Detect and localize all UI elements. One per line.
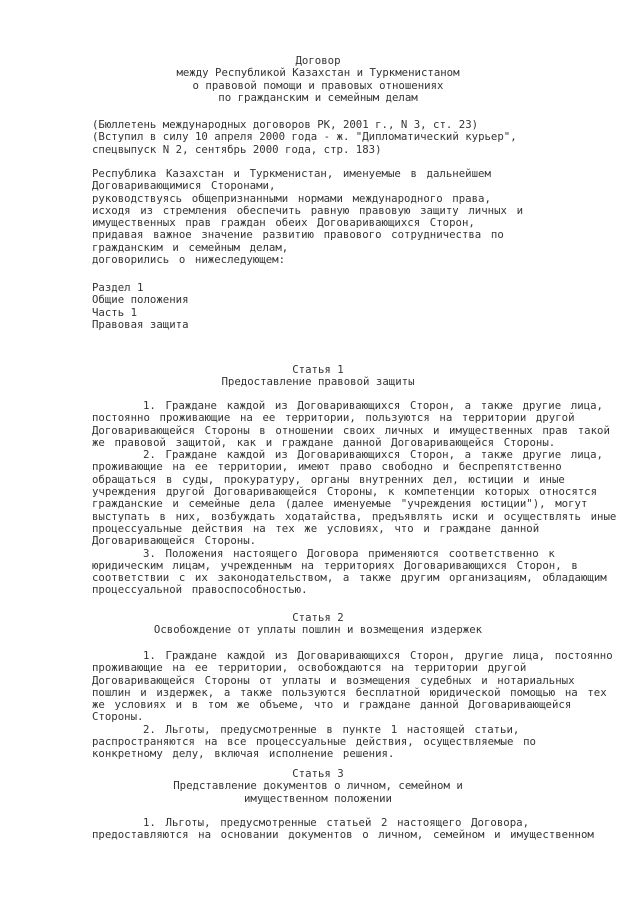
text-line: Договор (295, 54, 341, 67)
text-line: Стороны. (92, 710, 144, 724)
article-2-heading (92, 612, 544, 637)
text-line: 1. Граждане каждой из Договаривающихся Сторон, а также другие лица, (143, 399, 603, 412)
text-line: Республика Казахстан и Туркменистан, именуемые в дальнейшем (92, 167, 491, 180)
text-line: обращаться в суды, прокуратуру, органы внутренних дел, юстиции и иные (92, 472, 565, 486)
text-line: 1. Льготы, предусмотренные статьей 2 настоящего Договора, (143, 816, 530, 829)
text-line: предоставляются на основании документов о личном, семейном и имущественном (92, 828, 594, 842)
text-line: пошлин и издержек, а также пользуются бесплатной юридической помощью на тех (92, 685, 607, 699)
article-2-body (92, 650, 613, 761)
text-line: имущественных прав граждан обеих Договаривающихся Сторон, (92, 216, 475, 230)
text-line: Предоставление правовой защиты (221, 375, 415, 389)
text-line: проживающие на ее территории, имеют право свободно и беспрепятственно (92, 460, 562, 474)
text-line: Статья 2 (292, 611, 344, 624)
text-line: конкретному делу, включая исполнение решения. (92, 747, 395, 761)
article-3-body (92, 817, 594, 842)
text-line: (Бюллетень международных договоров РК, 2001 г., N 3, ст. 23) (92, 118, 479, 131)
text-line: же условиях и в том же объеме, что и граждане данной Договаривающейся (92, 698, 572, 712)
text-line: юридическим лицам, учрежденным на территориях Договаривающихся Сторон, в (92, 558, 578, 572)
text-line: придавая важное значение развитию правового сотрудничества по (92, 228, 504, 242)
text-line: Договаривающейся Стороны в отношении своих личных и имущественных прав такой (92, 423, 610, 437)
text-line: соответствии с их законодательством, а также другим организациям, обладающим (92, 571, 607, 585)
text-line: процессуальные действия на тех же условиях, что и граждане данной (92, 521, 540, 535)
publication-info (92, 119, 517, 156)
text-line: 2. Граждане каждой из Договаривающихся Сторон, а также другие лица, (143, 448, 603, 462)
text-line: же правовой защитой, как и граждане данной Договаривающейся Стороны. (92, 435, 556, 449)
text-line: Статья 1 (292, 363, 344, 376)
text-line: Статья 3 (292, 767, 344, 780)
text-line: исходя из стремления обеспечить равную правовую защиту личных и (92, 203, 524, 217)
article-1-body (92, 400, 616, 597)
text-line: (Вступил в силу 10 апреля 2000 года - ж. "Дипломатический курьер", (92, 130, 517, 144)
preamble (92, 168, 523, 266)
text-line: Правовая защита (92, 317, 189, 331)
text-line: 2. Льготы, предусмотренные в пункте 1 настоящей статьи, (143, 722, 520, 736)
text-line: Договаривающейся Стороны от уплаты и возмещения судебных и нотариальных (92, 673, 575, 687)
text-line: Освобождение от уплаты пошлин и возмещения издержек (153, 623, 483, 637)
text-line: 3. Положения настоящего Договора применяются соответственно к (143, 546, 555, 560)
article-3-heading (92, 768, 544, 805)
text-line: спецвыпуск N 2, сентябрь 2000 года, стр. 183) (92, 142, 382, 156)
text-line: по гражданским и семейным делам (218, 90, 418, 104)
text-line: Часть 1 (92, 305, 138, 319)
text-line: распространяются на все процессуальные действия, осуществляемые по (92, 735, 536, 749)
text-line: проживающие на ее территории, освобождаются на территории другой (92, 661, 527, 675)
section-heading (92, 282, 189, 331)
text-line: Общие положения (92, 293, 189, 307)
text-line: Договаривающимися Сторонами, (92, 179, 276, 193)
article-1-heading (92, 364, 544, 389)
text-line: процессуальной правоспособностью. (92, 583, 308, 597)
text-line: постоянно проживающие на ее территории, пользуются на территории другой (92, 411, 575, 425)
text-line: учреждения другой Договаривающейся Стороны, к компетенции которых относятся (92, 485, 598, 499)
text-line: 1. Граждане каждой из Договаривающихся Сторон, другие лица, постоянно (143, 649, 613, 662)
text-line: гражданским и семейным делам, (92, 240, 289, 254)
text-line: о правовой помощи и правовых отношениях (192, 78, 444, 92)
text-line: договорились о нижеследующем: (92, 253, 286, 267)
text-line: Договаривающейся Стороны. (92, 534, 257, 548)
text-line: выступать в них, возбуждать ходатайства, предъявлять иски и осуществлять иные (92, 509, 617, 523)
text-line: руководствуясь общепризнанными нормами международного права, (92, 191, 491, 205)
text-line: между Республикой Казахстан и Туркменистаном (176, 66, 460, 80)
text-line: гражданские и семейные дела (далее именуемые "учреждения юстиции"), могут (92, 497, 588, 511)
text-line: Раздел 1 (92, 281, 144, 294)
text-line: имущественном положении (244, 791, 392, 805)
text-line: Представление документов о личном, семейном и (173, 779, 463, 793)
document-title (92, 55, 544, 104)
